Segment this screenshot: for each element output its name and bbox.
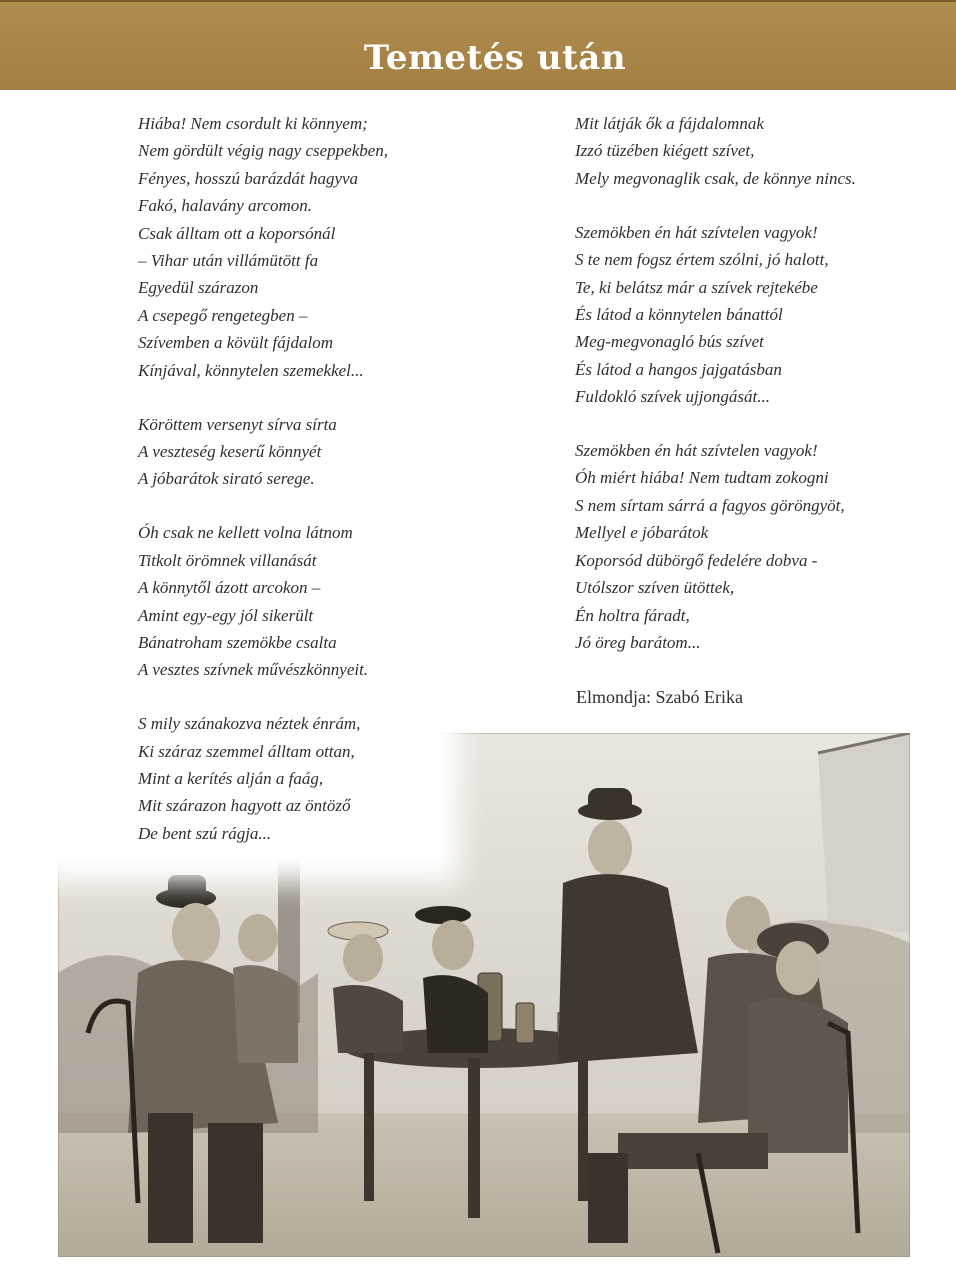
poem-line: Ki száraz szemmel álltam ottan, xyxy=(138,741,355,761)
poem-line: Szemökben én hát szívtelen vagyok! xyxy=(575,222,818,242)
stanza xyxy=(138,710,388,847)
poem-line: A vesztes szívnek művészkönnyeit. xyxy=(138,660,369,680)
poem-line: Amint egy-egy jól sikerült xyxy=(138,605,314,625)
stanza xyxy=(138,519,388,683)
poem-line: De bent szú rágja... xyxy=(138,823,272,843)
poem-line: Fényes, hosszú barázdát hagyva xyxy=(138,168,359,188)
poem-line: Fakó, halavány arcomon. xyxy=(138,196,313,216)
poem-right-column xyxy=(575,110,856,683)
poem-line: S nem sírtam sárrá a fagyos göröngyöt, xyxy=(575,495,845,515)
poem-line: S mily szánakozva néztek énrám, xyxy=(138,714,361,734)
poem-line: Nem gördült végig nagy cseppekben, xyxy=(138,141,389,161)
poem-line: Bánatroham szemökbe csalta xyxy=(138,632,337,652)
poem-line: Mit szárazon hagyott az öntöző xyxy=(138,796,351,816)
poem-line: A könnytől ázott arcokon – xyxy=(138,578,321,598)
poem-line: Izzó tüzében kiégett szívet, xyxy=(575,141,755,161)
poem-line: Csak álltam ott a koporsónál xyxy=(138,223,336,243)
stanza xyxy=(575,110,856,192)
poem-line: És látod a hangos jajgatásban xyxy=(575,359,782,379)
poem-line: Köröttem versenyt sírva sírta xyxy=(138,414,337,434)
poem-line: Jó öreg barátom... xyxy=(575,632,701,652)
poem-line: Szívemben a kövült fájdalom xyxy=(138,333,333,353)
poem-line: – Vihar után villámütött fa xyxy=(138,251,319,271)
poem-line: Utólszor szíven ütöttek, xyxy=(575,578,735,598)
stanza xyxy=(575,437,856,656)
poem-line: Óh csak ne kellett volna látnom xyxy=(138,523,353,543)
poem-line: Fuldokló szívek ujjongását... xyxy=(575,387,771,407)
poem-line: Óh miért hiába! Nem tudtam zokogni xyxy=(575,468,829,488)
poem-line: Hiába! Nem csordult ki könnyem; xyxy=(138,114,368,133)
poem-line: Mint a kerítés alján a faág, xyxy=(138,769,324,789)
poem-line: Én holtra fáradt, xyxy=(575,605,690,625)
poem-line: S te nem fogsz értem szólni, jó halott, xyxy=(575,250,829,270)
poem-line: A csepegő rengetegben – xyxy=(138,305,308,325)
stanza xyxy=(138,411,388,493)
poem-line: Egyedül szárazon xyxy=(138,278,259,298)
poem-line: Meg-megvonagló bús szívet xyxy=(575,332,764,352)
poem-line: Mely megvonaglik csak, de könnye nincs. xyxy=(575,168,856,188)
poem-line: Szemökben én hát szívtelen vagyok! xyxy=(575,441,818,461)
poem-line: Titkolt örömnek villanását xyxy=(138,550,317,570)
poem-left-column xyxy=(138,110,388,874)
poem-line: Kínjával, könnytelen szemekkel... xyxy=(138,360,364,380)
poem-line: Mit látják ők a fájdalomnak xyxy=(575,114,764,133)
stanza xyxy=(138,110,388,384)
stanza xyxy=(575,219,856,411)
recited-by-credit: Elmondja: Szabó Erika xyxy=(576,687,743,707)
poem-line: A jóbarátok sirató serege. xyxy=(138,469,315,489)
poem-line: Te, ki belátsz már a szívek rejtekébe xyxy=(575,277,818,297)
poem-line: A veszteség keserű könnyét xyxy=(138,441,322,461)
poem-line: Mellyel e jóbarátok xyxy=(575,523,709,543)
page-title: Temetés után xyxy=(363,38,627,78)
poem-line: És látod a könnytelen bánattól xyxy=(575,304,783,324)
poem-line: Koporsód dübörgő fedelére dobva - xyxy=(575,550,818,570)
